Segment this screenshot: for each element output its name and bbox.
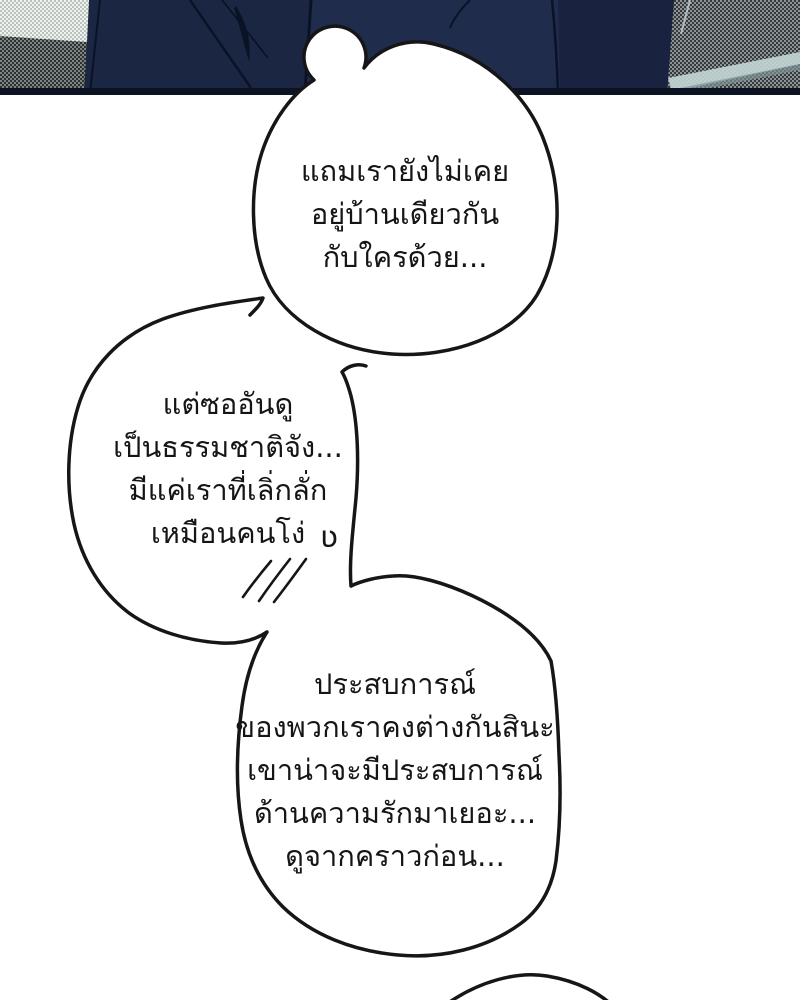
- bubble-text-line: กับใครด้วย...: [322, 240, 488, 274]
- bubble-text-line: แถมเรายังไม่เคย: [300, 154, 510, 188]
- screentone-left-light: [0, 0, 89, 42]
- bubble-text-line: ของพวกเราคงต่างกันสินะ: [235, 710, 555, 744]
- bubble-text-line: ประสบการณ์: [314, 667, 476, 701]
- speed-line: [259, 559, 290, 601]
- bubble-text-line: แต่ซออันดู: [162, 387, 294, 421]
- bubble-text-line: อยู่บ้านเดียวกัน: [310, 197, 500, 231]
- speech-bubble-1-text: [245, 150, 565, 279]
- bubble-text-line: ดูจากคราวก่อน...: [285, 839, 505, 873]
- bubble-text-line: เขาน่าจะมีประสบการณ์: [247, 753, 543, 787]
- speed-line: [274, 559, 306, 602]
- bubble-text-line: มีแค่เราที่เลิ่กลั่ก: [128, 473, 328, 507]
- speech-bubble-3-text: [235, 663, 555, 878]
- bubble-text-line: เหมือนคนโง่: [150, 516, 306, 550]
- bubble-text-line: ด้านความรักมาเยอะ...: [253, 796, 537, 830]
- bottom-partial-bubble-outline: [444, 975, 617, 1000]
- speed-lines-icon: [243, 559, 306, 602]
- flutter-mark: ʋ: [320, 520, 338, 555]
- bubble-text-line: เป็นธรรมชาติจัง...: [113, 430, 343, 464]
- jacket-panel-left: [82, 0, 310, 95]
